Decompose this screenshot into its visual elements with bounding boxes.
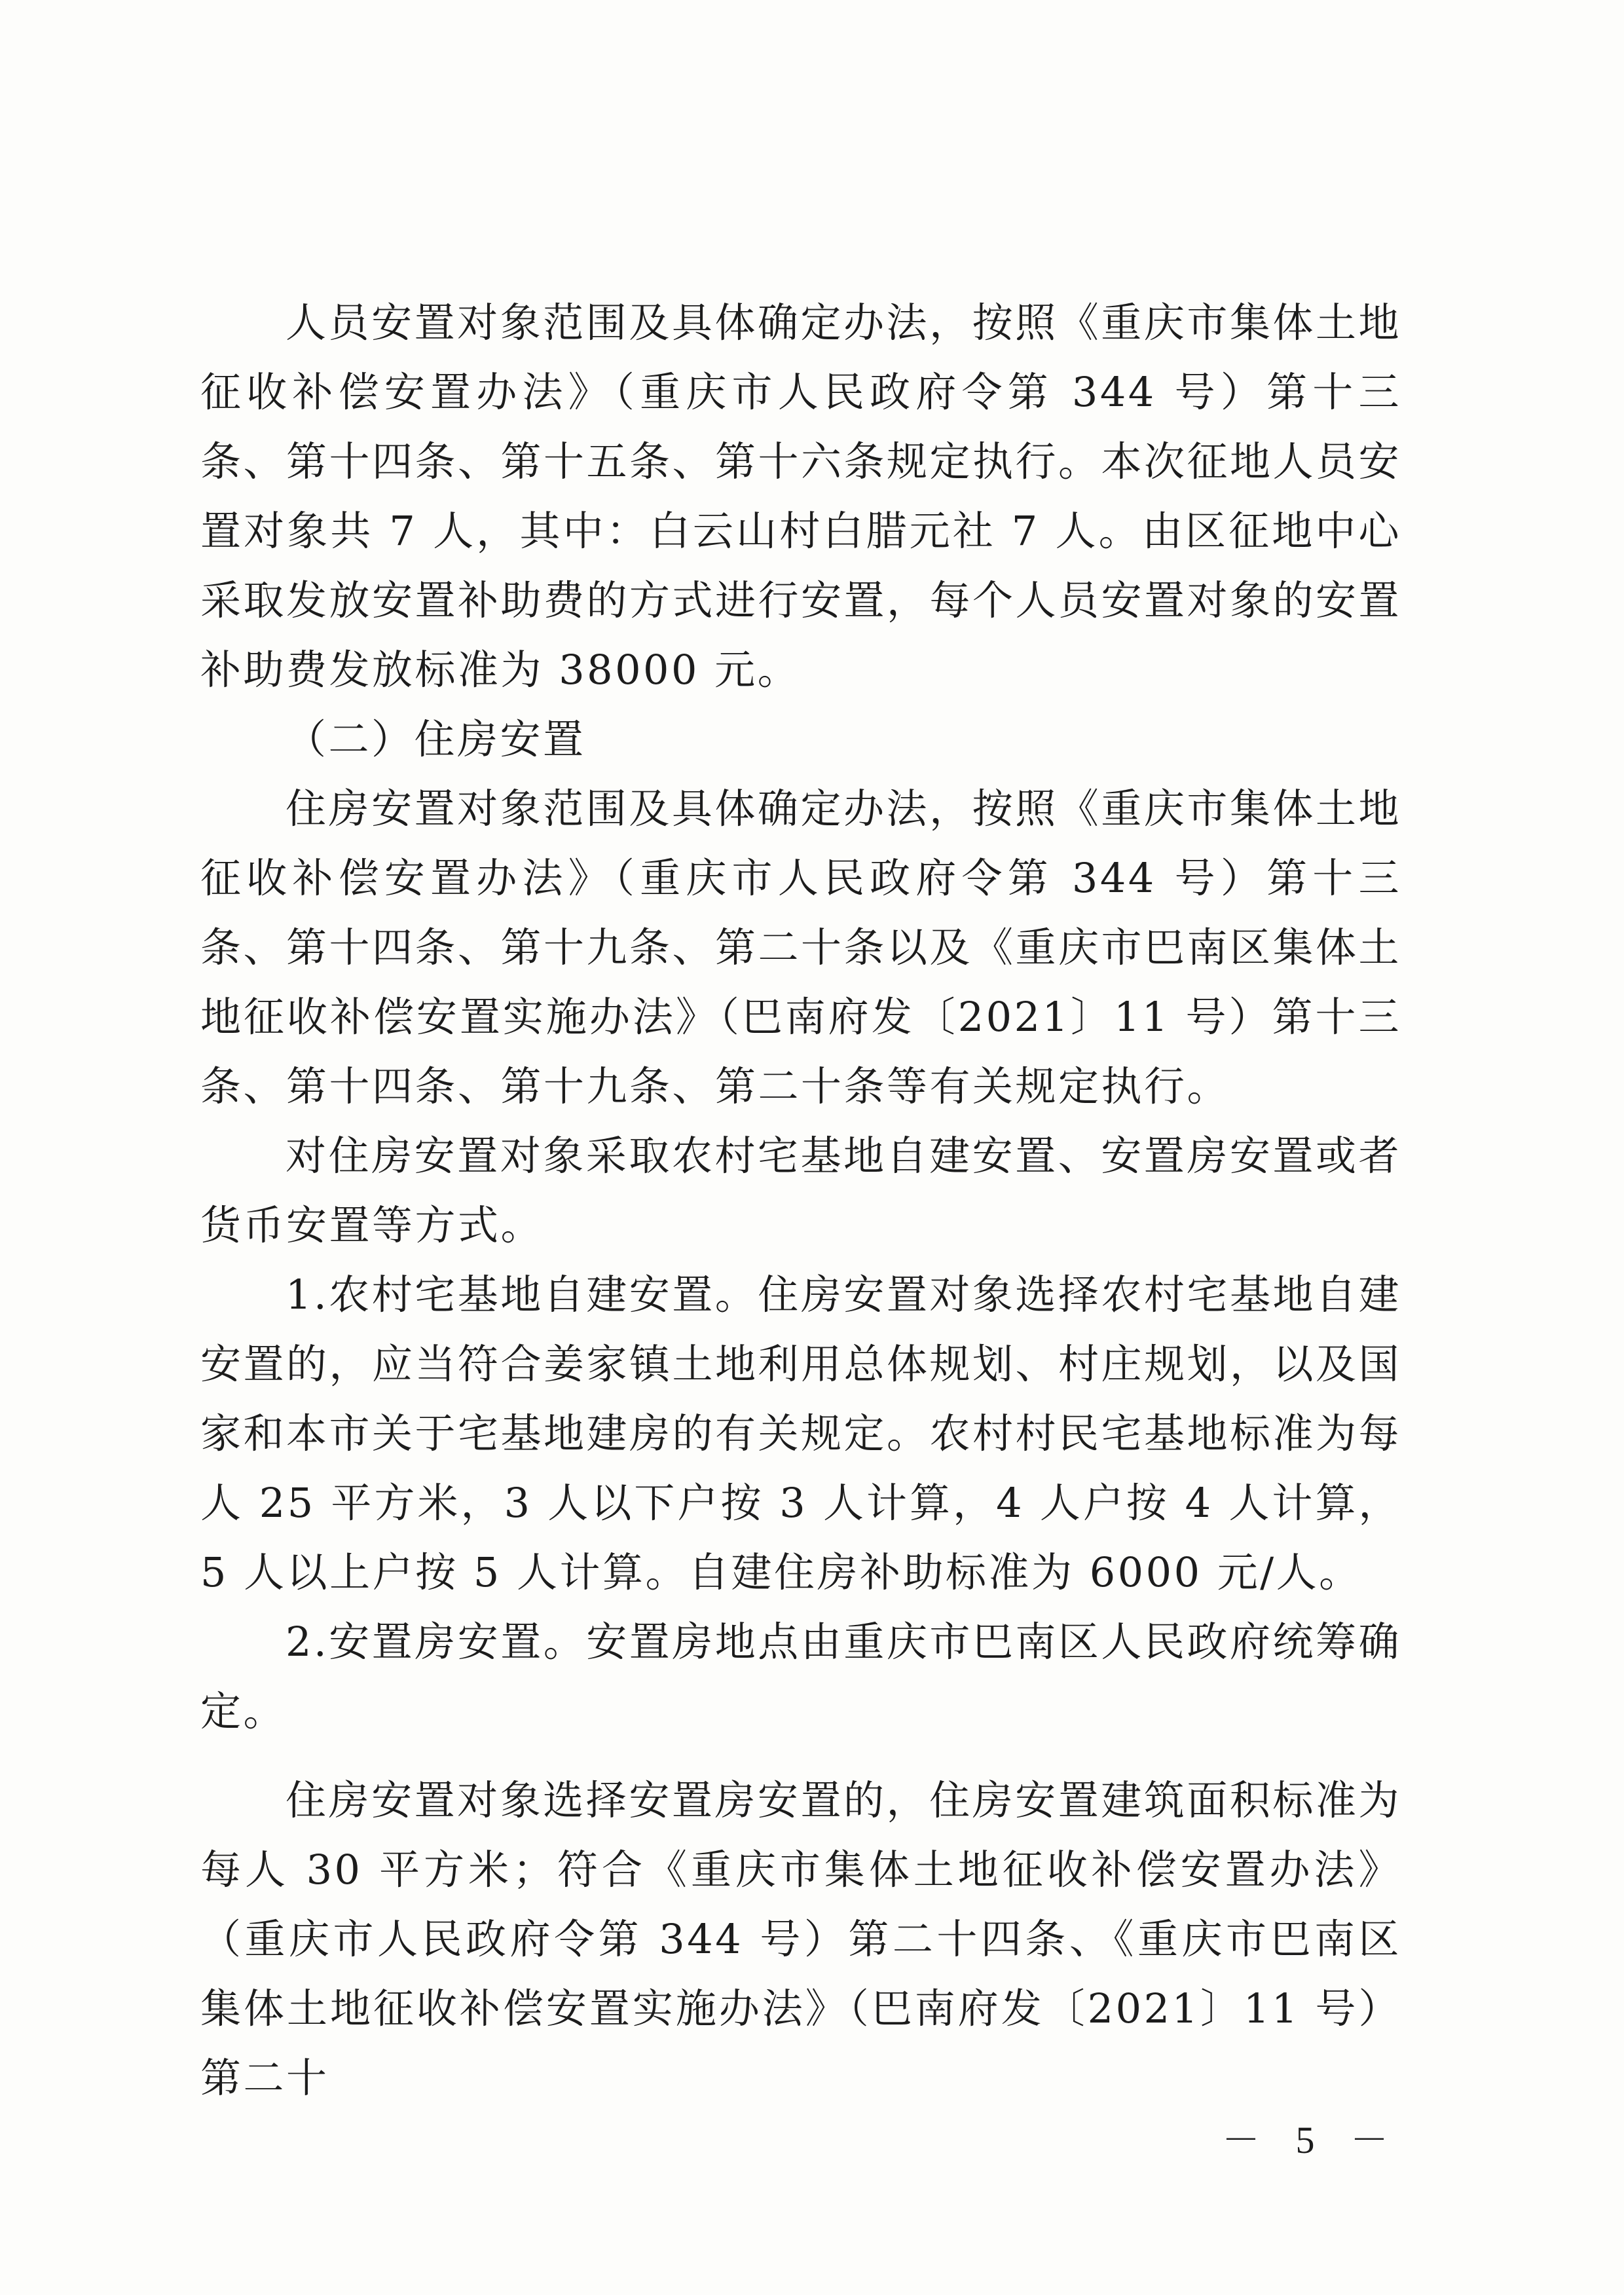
paragraph-homestead-self-build: 1.农村宅基地自建安置。住房安置对象选择农村宅基地自建安置的，应当符合姜家镇土地利用总体规划、村庄规划，以及国家和本市关于宅基地建房的有关规定。农村村民宅基地标准为每人 25 平方米，3 人以下户按 3 人计算，4 人户按 4 人计算，5 人以上户按 5 人计算。自建住房补助标准为 6000 元/人。: [200, 1271, 1402, 1596]
paragraph-personnel-resettlement: 人员安置对象范围及具体确定办法，按照《重庆市集体土地征收补偿安置办法》（重庆市人民政府令第 344 号）第十三条、第十四条、第十五条、第十六条规定执行。本次征地人员安置对象共 7 人，其中：白云山村白腊元社 7 人。由区征地中心采取发放安置补助费的方式进行安置，每个人员安置对象的安置补助费发放标准为 38000 元。: [200, 299, 1402, 694]
paragraph-resettlement-housing: 2.安置房安置。安置房地点由重庆市巴南区人民政府统筹确定。: [200, 1618, 1401, 1735]
paragraph-housing-resettlement-scope: 住房安置对象范围及具体确定办法，按照《重庆市集体土地征收补偿安置办法》（重庆市人民政府令第 344 号）第十三条、第十四条、第十九条、第二十条以及《重庆市巴南区集体土地征收补偿安置实施办法》（巴南府发〔2021〕11 号）第十三条、第十四条、第十九条、第二十条等有关规定执行。: [200, 785, 1402, 1110]
paragraph-housing-resettlement-methods: 对住房安置对象采取农村宅基地自建安置、安置房安置或者货币安置等方式。: [200, 1132, 1401, 1249]
page-number: － 5 －: [1221, 2119, 1401, 2161]
section-heading-housing-resettlement: （二）住房安置: [286, 715, 586, 763]
paragraph-resettlement-housing-standard: 住房安置对象选择安置房安置的，住房安置建筑面积标准为每人 30 平方米；符合《重庆市集体土地征收补偿安置办法》（重庆市人民政府令第 344 号）第二十四条、《重庆市巴南区集体土地征收补偿安置实施办法》（巴南府发〔2021〕11 号）第二十: [200, 1776, 1401, 2102]
document-body: [200, 288, 1401, 2113]
